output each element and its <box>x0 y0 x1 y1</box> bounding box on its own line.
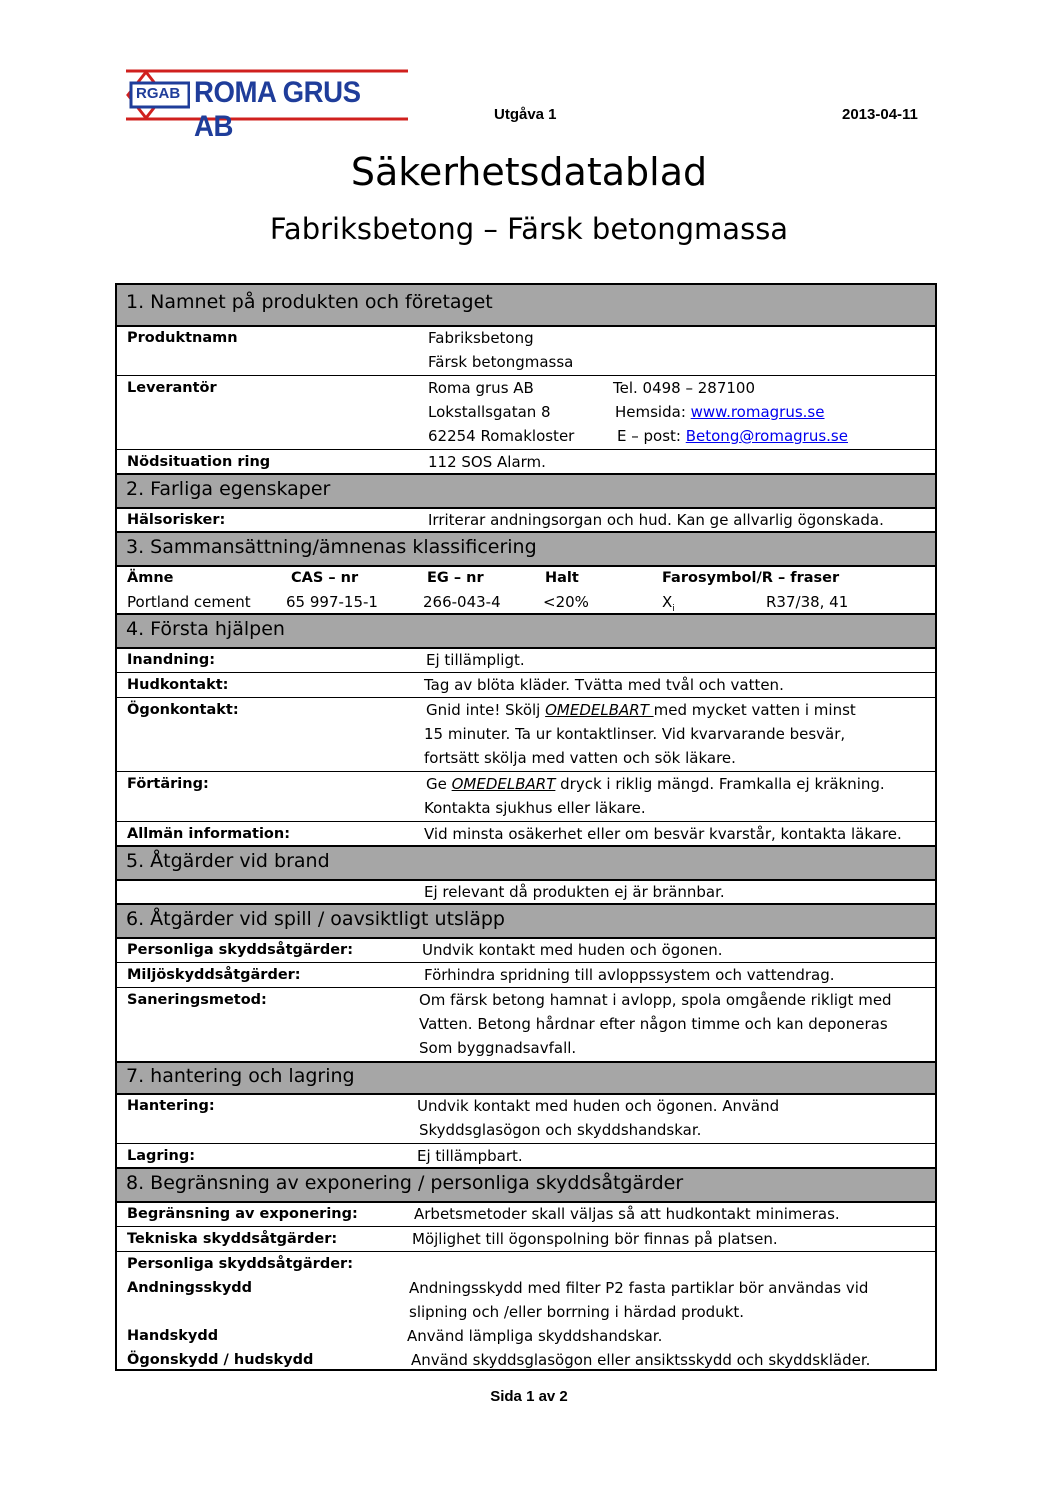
eye-label: Ögonkontakt: <box>127 702 239 718</box>
spill-personal-label: Personliga skyddsåtgärder: <box>127 942 353 958</box>
ingestion-line1-start: Ge <box>426 775 452 793</box>
edition: Utgåva 1 <box>494 106 557 123</box>
page-number: Sida 1 av 2 <box>490 1388 568 1405</box>
eye-line1-start: Gnid inte! Skölj <box>426 701 546 719</box>
respiratory-label: Andningsskydd <box>127 1280 253 1296</box>
section-3-header <box>117 533 935 565</box>
email-link[interactable]: Betong@romagrus.se <box>685 427 848 445</box>
handling-label: Hantering: <box>127 1098 215 1114</box>
spill-env-label: Miljöskyddsåtgärder: <box>127 967 301 983</box>
section-3-title: 3. Sammansättning/ämnenas klassificering <box>126 536 537 558</box>
section-1-title: 1. Namnet på produkten och företaget <box>126 291 493 313</box>
section-4-title: 4. Första hjälpen <box>126 618 285 640</box>
section-8-header <box>117 1169 935 1201</box>
substance-name: Portland cement <box>127 593 251 611</box>
protection-label: Personliga skyddsåtgärder: <box>127 1256 353 1272</box>
eye-line2: 15 minuter. Ta ur kontaktlinser. Vid kvarvarande besvär, <box>424 725 846 743</box>
logo-abbr: RGAB <box>136 85 181 102</box>
col-substance: Ämne <box>127 570 174 586</box>
spill-personal-value: Undvik kontakt med huden och ögonen. <box>422 941 723 959</box>
safety-data-table <box>115 283 937 1371</box>
general-info-value: Vid minsta osäkerhet eller om besvär kvarstår, kontakta läkare. <box>424 825 902 843</box>
section-6-header <box>117 905 935 937</box>
website-link[interactable]: www.romagrus.se <box>690 403 825 421</box>
section-4-header <box>117 615 935 647</box>
col-cas: CAS – nr <box>291 570 359 586</box>
section-5-header <box>117 847 935 879</box>
issue-date: 2013-04-11 <box>842 106 918 123</box>
ingestion-line1 <box>426 772 885 796</box>
col-eg: EG – nr <box>427 570 484 586</box>
eye-skin-label: Ögonskydd / hudskydd <box>127 1352 314 1368</box>
eye-line1-emphasis: OMEDELBART <box>545 701 654 719</box>
respiratory-line1: Andningsskydd med filter P2 fasta partiklar bör användas vid <box>409 1279 869 1297</box>
storage-label: Lagring: <box>127 1148 196 1164</box>
product-name-line1: Fabriksbetong <box>428 329 534 347</box>
exposure-limit-label: Begränsning av exponering: <box>127 1206 358 1222</box>
section-7-title: 7. hantering och lagring <box>126 1065 355 1087</box>
emergency-value: 112 SOS Alarm. <box>428 453 546 471</box>
section-5-title: 5. Åtgärder vid brand <box>126 850 330 872</box>
skin-label: Hudkontakt: <box>127 677 229 693</box>
handling-line1: Undvik kontakt med huden och ögonen. Använd <box>417 1097 780 1115</box>
website-prefix: Hemsida: <box>615 403 691 421</box>
substance-content: <20% <box>543 593 589 611</box>
section-8-title: 8. Begränsning av exponering / personliga skyddsåtgärder <box>126 1172 684 1194</box>
inhalation-label: Inandning: <box>127 652 215 668</box>
spill-env-value: Förhindra spridning till avloppssystem och vattendrag. <box>424 966 835 984</box>
respiratory-line2: slipning och /eller borrning i härdad produkt. <box>409 1303 745 1321</box>
supplier-website <box>615 400 824 424</box>
inhalation-value: Ej tillämpligt. <box>426 651 525 669</box>
health-risk-value: Irriterar andningsorgan och hud. Kan ge allvarlig ögonskada. <box>428 511 884 529</box>
symbol-subscript: i <box>672 604 675 614</box>
technical-value: Möjlighet till ögonspolning bör finnas på platsen. <box>412 1230 778 1248</box>
supplier-label: Leverantör <box>127 380 217 396</box>
company-logo <box>126 68 408 143</box>
cleanup-label: Saneringsmetod: <box>127 992 267 1008</box>
supplier-phone: Tel. 0498 – 287100 <box>613 379 756 397</box>
supplier-name: Roma grus AB <box>428 379 534 397</box>
skin-value: Tag av blöta kläder. Tvätta med tvål och vatten. <box>424 676 784 694</box>
section-6-title: 6. Åtgärder vid spill / oavsiktligt utsläpp <box>126 908 505 930</box>
hand-value: Använd lämpliga skyddshandskar. <box>407 1327 663 1345</box>
substance-phrases: R37/38, 41 <box>766 593 849 611</box>
ingestion-label: Förtäring: <box>127 776 209 792</box>
storage-value: Ej tillämpbart. <box>417 1147 523 1165</box>
email-prefix: E – post: <box>617 427 686 445</box>
general-info-label: Allmän information: <box>127 826 291 842</box>
substance-eg: 266-043-4 <box>423 593 501 611</box>
section-7-header <box>117 1063 935 1093</box>
health-risk-label: Hälsorisker: <box>127 512 226 528</box>
eye-line1-end: med mycket vatten i minst <box>653 701 856 719</box>
supplier-street: Lokstallsgatan 8 <box>428 403 551 421</box>
section-1-header <box>117 285 935 325</box>
section-2-title: 2. Farliga egenskaper <box>126 478 331 500</box>
cleanup-line1: Om färsk betong hamnat i avlopp, spola omgående rikligt med <box>419 991 892 1009</box>
eye-line3: fortsätt skölja med vatten och sök läkare. <box>424 749 736 767</box>
symbol-letter: X <box>662 593 673 611</box>
ingestion-line1-emphasis: OMEDELBART <box>451 775 556 793</box>
cleanup-line3: Som byggnadsavfall. <box>419 1039 577 1057</box>
eye-skin-value: Använd skyddsglasögon eller ansiktsskydd och skyddskläder. <box>411 1351 871 1369</box>
fire-value: Ej relevant då produkten ej är brännbar. <box>424 883 725 901</box>
product-name-label: Produktnamn <box>127 330 238 346</box>
section-2-header <box>117 475 935 507</box>
document-title: Säkerhetsdatablad <box>350 150 708 194</box>
ingestion-line2: Kontakta sjukhus eller läkare. <box>424 799 646 817</box>
handling-line2: Skyddsglasögon och skyddshandskar. <box>419 1121 702 1139</box>
ingestion-line1-end: dryck i riklig mängd. Framkalla ej kräkning. <box>555 775 885 793</box>
product-name-line2: Färsk betongmassa <box>428 353 574 371</box>
eye-line1 <box>426 698 856 722</box>
document-subtitle: Fabriksbetong – Färsk betongmassa <box>269 212 789 246</box>
col-content: Halt <box>545 570 579 586</box>
logo-name: ROMA GRUS AB <box>194 76 361 143</box>
technical-label: Tekniska skyddsåtgärder: <box>127 1231 338 1247</box>
hand-label: Handskydd <box>127 1328 219 1344</box>
col-symbol: Farosymbol/R – fraser <box>662 570 840 586</box>
substance-cas: 65 997-15-1 <box>286 593 378 611</box>
exposure-limit-value: Arbetsmetoder skall väljas så att hudkontakt minimeras. <box>414 1205 840 1223</box>
supplier-email <box>617 424 848 448</box>
supplier-city: 62254 Romakloster <box>428 427 575 445</box>
emergency-label: Nödsituation ring <box>127 454 271 470</box>
cleanup-line2: Vatten. Betong hårdnar efter någon timme och kan deponeras <box>419 1015 888 1033</box>
